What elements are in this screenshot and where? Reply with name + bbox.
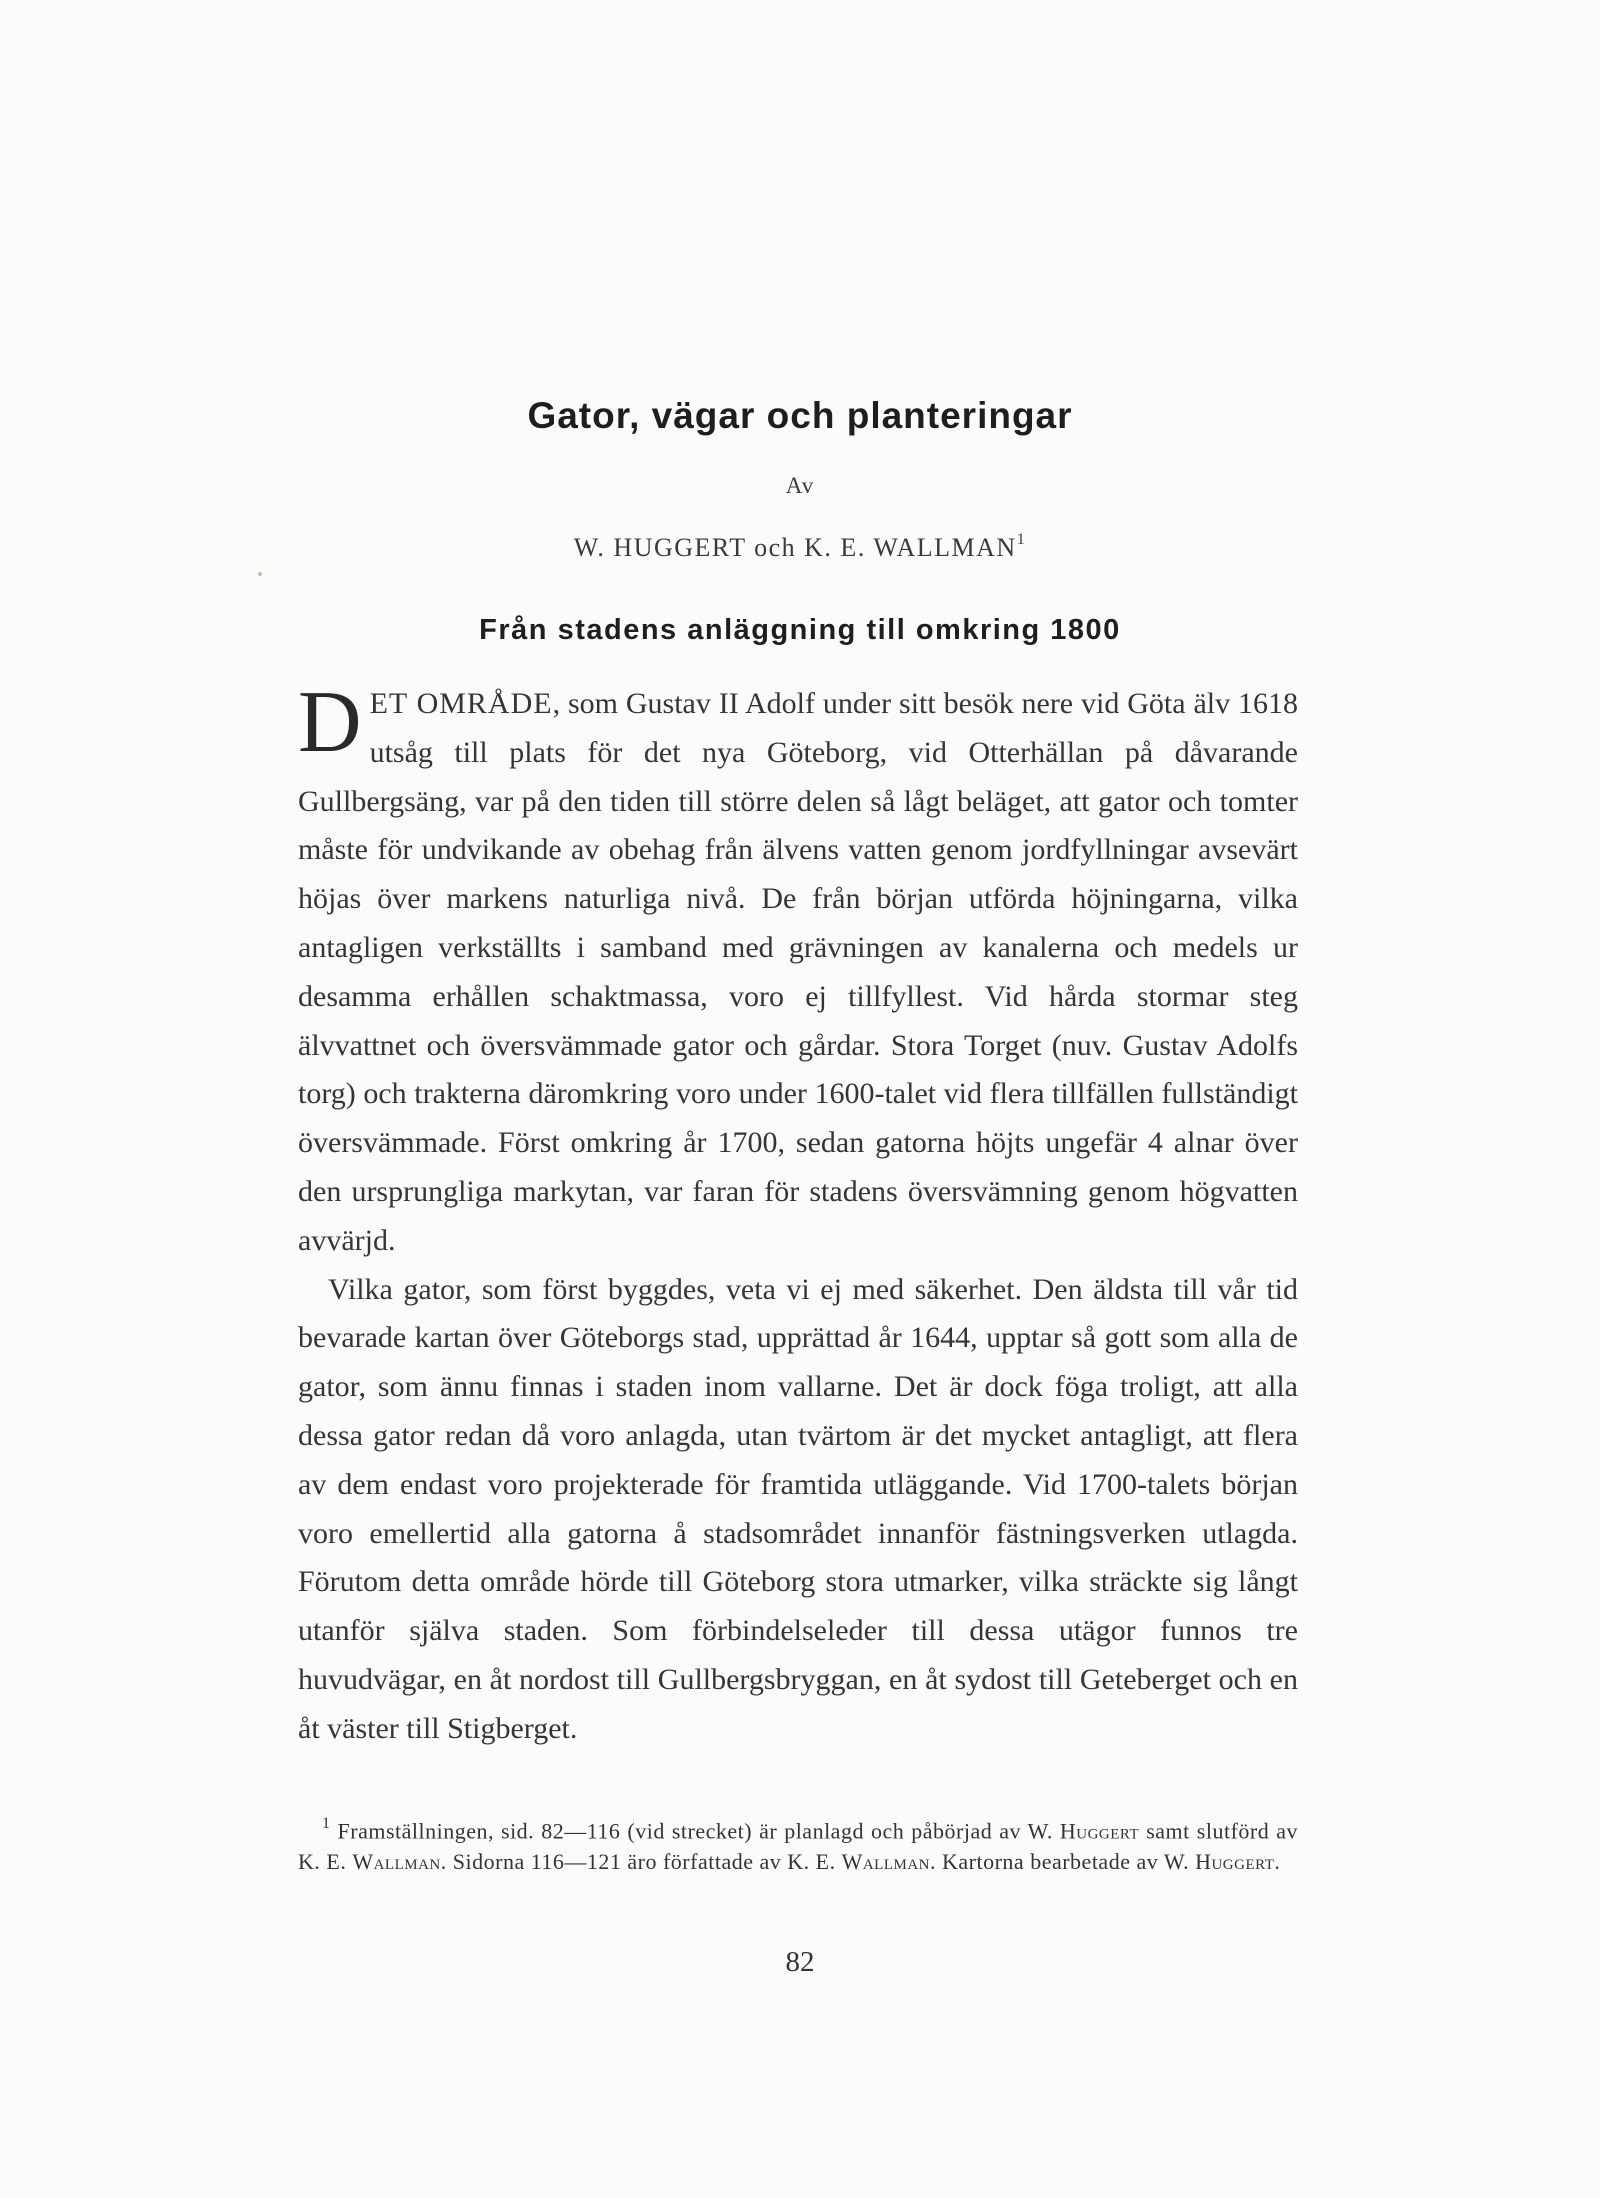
authors-names: W. HUGGERT och K. E. WALLMAN <box>573 533 1017 562</box>
body-text <box>298 674 1298 1754</box>
authors-footnote-marker: 1 <box>1016 531 1027 549</box>
paper-speck <box>258 572 262 576</box>
footnote-name-3: Wallman <box>841 1849 931 1875</box>
footnote-name-4: Huggert <box>1195 1849 1275 1875</box>
chapter-title: Gator, vägar och planteringar <box>527 395 1073 436</box>
footnote-marker: 1 <box>322 1815 331 1832</box>
page-number: 82 <box>785 1946 815 1978</box>
footnote-part-5: . <box>1274 1849 1281 1875</box>
footnote <box>298 1810 1298 1877</box>
footnote-part-2: samt slutförd av K. E. <box>298 1818 1298 1875</box>
footnote-name-1: Huggert <box>1059 1818 1140 1844</box>
section-subtitle: Från stadens anläggning till omkring 1800 <box>479 614 1121 646</box>
footnote-part-1: Framställningen, sid. 82—116 (vid strecket) är planlagd och påbörjad av W. <box>337 1818 1053 1844</box>
paragraph-1 <box>298 674 1298 1266</box>
footnote-name-2: Wallman <box>352 1849 441 1875</box>
authors-line <box>0 533 1600 563</box>
paragraph-1-text: , som Gustav II Adolf under sitt besök nere vid Göta älv 1618 utsåg till plats för det nya Göteborg, vid Otterhällan på dåvarande Gullbergsäng, var på den tiden till större delen så lågt beläget, att gator och tomter måste för undvikande av obehag från älvens vatten genom jordfyllningar avsevärt höjas över markens naturliga nivå. De från början utförda höjningarna, vilka antagligen verkställts i samband med grävningen av kanalerna och medels ur desamma erhållen schaktmassa, voro ej tillfyllest. Vid hårda stormar steg älvvattnet och översvämmade gator och gårdar. Stora Torget (nuv. Gustav Adolfs torg) och trakterna däromkring voro under 1600-talet vid flera tillfällen fullständigt översvämmade. Först omkring år 1700, sedan gatorna höjts ungefär 4 alnar över den ursprungliga markytan, var faran för stadens översvämning genom högvatten avvärjd. <box>298 687 1298 1257</box>
footnote-text <box>298 1810 1298 1877</box>
drop-cap: D <box>298 674 362 771</box>
paragraph-2: Vilka gator, som först byggdes, veta vi ej med säkerhet. Den äldsta till vår tid bevarade kartan över Göteborgs stad, upprättad år 1644, upptar så gott som alla de gator, som ännu finnas i staden inom vallarne. Det är dock föga troligt, att alla dessa gator redan då voro anlagda, utan tvärtom är det mycket antagligt, att flera av dem endast voro projekterade för framtida utläggande. Vid 1700-talets början voro emellertid alla gatorna å stadsområdet innanför fästningsverken utlagda. Förutom detta område hörde till Göteborg stora utmarker, vilka sträckte sig långt utanför själva staden. Som förbindelseleder till dessa utägor funnos tre huvudvägar, en åt nordost till Gullbergsbryggan, en åt sydost till Geteberget och en åt väster till Stigberget. <box>298 1272 1298 1745</box>
lead-smallcaps: ET OMRÅDE <box>369 687 553 720</box>
footnote-part-3: . Sidorna 116—121 äro författade av K. E. <box>440 1849 836 1875</box>
byline-av: Av <box>785 473 815 498</box>
footnote-part-4: . Kartorna bearbetade av W. <box>930 1849 1190 1875</box>
